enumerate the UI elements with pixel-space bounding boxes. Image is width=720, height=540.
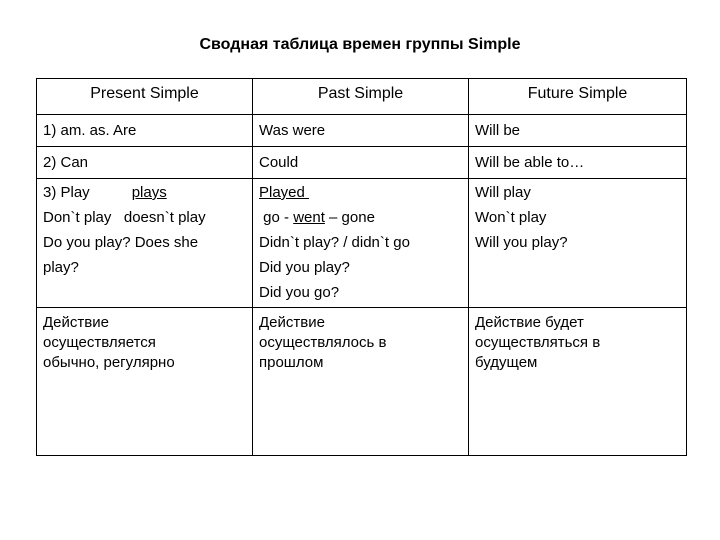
header-future-simple: Future Simple <box>469 79 687 115</box>
cell-present <box>37 308 253 456</box>
verb-go: go - <box>259 209 294 226</box>
cell-line: Played <box>259 184 310 201</box>
cell-line: обычно, регулярно <box>43 354 175 371</box>
verb-base: 3) Play <box>43 184 90 201</box>
cell-line: Won`t play <box>475 209 547 226</box>
cell-line: осуществлялось в <box>259 334 387 351</box>
cell-line: Do you play? Does she <box>43 234 199 251</box>
cell-past <box>253 308 469 456</box>
verb-plays: plays <box>131 184 167 201</box>
cell-line: Did you go? <box>259 284 340 301</box>
table-header-row <box>37 79 687 115</box>
header-present-simple: Present Simple <box>37 79 253 115</box>
cell-line: Did you play? <box>259 259 350 276</box>
cell-line <box>259 205 462 230</box>
verb-gone: – gone <box>324 209 375 226</box>
cell-past <box>253 179 469 308</box>
header-past-simple: Past Simple <box>253 79 469 115</box>
verb-went: went <box>293 209 325 226</box>
cell-future <box>469 308 687 456</box>
cell-future: Will be <box>469 115 687 147</box>
cell-line: Will you play? <box>475 234 568 251</box>
cell-line: прошлом <box>259 354 324 371</box>
cell-future: Will be able to… <box>469 147 687 179</box>
cell-past: Could <box>253 147 469 179</box>
cell-line: осуществляется <box>43 334 156 351</box>
cell-past: Was were <box>253 115 469 147</box>
cell-line: Didn`t play? / didn`t go <box>259 234 410 251</box>
cell-line: play? <box>43 259 79 276</box>
cell-line: осуществляться в <box>475 334 601 351</box>
cell-line: Действие будет <box>475 314 584 331</box>
cell-line: Действие <box>43 314 109 331</box>
cell-present <box>37 179 253 308</box>
table-row <box>37 179 687 308</box>
cell-line: Don`t play doesn`t play <box>43 209 206 226</box>
cell-line: будущем <box>475 354 538 371</box>
cell-line <box>43 180 246 205</box>
tenses-table <box>36 78 687 456</box>
table-row <box>37 147 687 179</box>
cell-present: 1) am. as. Are <box>37 115 253 147</box>
cell-line: Действие <box>259 314 325 331</box>
cell-future <box>469 179 687 308</box>
table-row <box>37 115 687 147</box>
cell-present: 2) Can <box>37 147 253 179</box>
cell-line: Will play <box>475 184 531 201</box>
page-title: Сводная таблица времен группы Simple <box>199 36 521 53</box>
table-row <box>37 308 687 456</box>
